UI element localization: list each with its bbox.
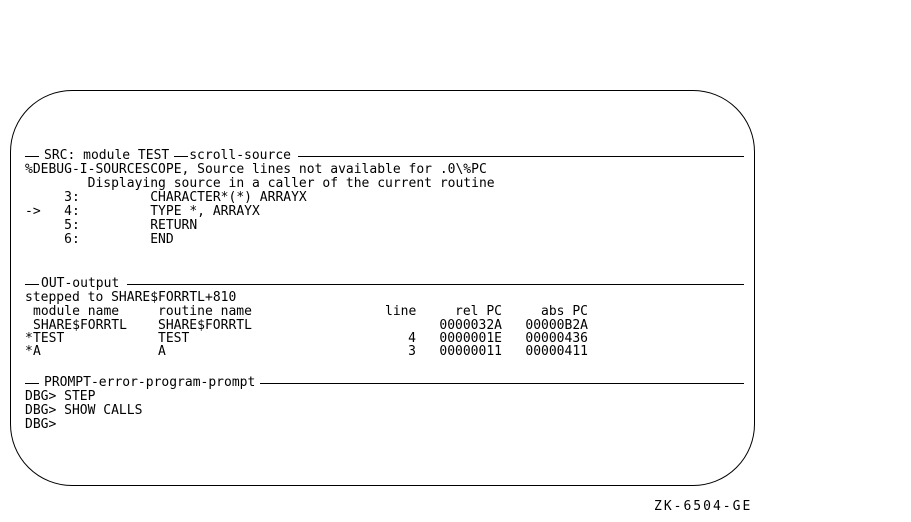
abs-pc-cell: 00000411 bbox=[525, 344, 588, 359]
header-rule bbox=[298, 156, 744, 157]
routine-name-cell: TEST bbox=[158, 331, 190, 346]
line-cell: 4 bbox=[408, 331, 416, 346]
header-dash bbox=[25, 383, 39, 384]
abs-pc-header: abs PC bbox=[541, 304, 588, 319]
call-stack-row bbox=[25, 332, 744, 345]
dbg-command-line: DBG> STEP bbox=[25, 389, 96, 404]
module-name-header: module name bbox=[33, 304, 120, 319]
src-window-header bbox=[25, 149, 744, 163]
figure-label: ZK-6504-GE bbox=[654, 499, 753, 514]
module-name-cell: A bbox=[33, 344, 41, 359]
module-name-cell: SHARE$FORRTL bbox=[33, 318, 127, 333]
rel-pc-cell: 0000001E bbox=[439, 331, 502, 346]
source-line-current: -> 4: TYPE *, ARRAYX bbox=[25, 204, 260, 219]
routine-name-cell: A bbox=[158, 344, 166, 359]
source-line: 5: RETURN bbox=[25, 218, 198, 233]
dbg-command-prompt[interactable]: DBG> bbox=[25, 417, 57, 432]
source-line: 6: END bbox=[25, 232, 174, 247]
module-name-cell: TEST bbox=[33, 331, 65, 346]
src-window bbox=[25, 149, 744, 247]
routine-name-header: routine name bbox=[158, 304, 252, 319]
call-stack-header-row bbox=[25, 305, 744, 319]
abs-pc-cell: 00000B2A bbox=[525, 318, 588, 333]
debug-message-line: Displaying source in a caller of the current routine bbox=[25, 176, 495, 191]
header-dash bbox=[174, 156, 188, 157]
header-dash bbox=[25, 156, 39, 157]
scope-marker: * bbox=[25, 344, 33, 359]
prompt-window-header bbox=[25, 376, 744, 390]
debug-message-line: %DEBUG-I-SOURCESCOPE, Source lines not available for .0\%PC bbox=[25, 162, 487, 177]
rel-pc-cell: 0000032A bbox=[439, 318, 502, 333]
dbg-command-line: DBG> SHOW CALLS bbox=[25, 403, 143, 418]
prompt-window-title: PROMPT-error-program-prompt bbox=[44, 375, 256, 390]
marker-column-header bbox=[25, 305, 33, 319]
header-rule bbox=[127, 284, 744, 285]
src-window-title: SRC: module TEST bbox=[44, 148, 170, 163]
out-window-header bbox=[25, 277, 744, 291]
routine-name-cell: SHARE$FORRTL bbox=[158, 318, 252, 333]
line-cell: 3 bbox=[408, 344, 416, 359]
header-dash bbox=[25, 284, 39, 285]
prompt-window bbox=[25, 376, 744, 432]
rel-pc-header: rel PC bbox=[455, 304, 502, 319]
abs-pc-cell: 00000436 bbox=[525, 331, 588, 346]
source-line: 3: CHARACTER*(*) ARRAYX bbox=[25, 190, 307, 205]
call-stack-row bbox=[25, 319, 744, 332]
step-status-line: stepped to SHARE$FORRTL+810 bbox=[25, 290, 237, 305]
line-header: line bbox=[385, 304, 417, 319]
call-stack-table bbox=[25, 305, 744, 358]
terminal-screen-border bbox=[10, 90, 755, 486]
out-window bbox=[25, 277, 744, 358]
call-stack-row bbox=[25, 345, 744, 358]
header-rule bbox=[260, 383, 744, 384]
src-window-subtitle: scroll-source bbox=[189, 148, 291, 163]
terminal-content bbox=[25, 149, 744, 432]
scope-marker: * bbox=[25, 331, 33, 346]
rel-pc-cell: 00000011 bbox=[439, 344, 502, 359]
out-window-title: OUT-output bbox=[41, 276, 120, 291]
